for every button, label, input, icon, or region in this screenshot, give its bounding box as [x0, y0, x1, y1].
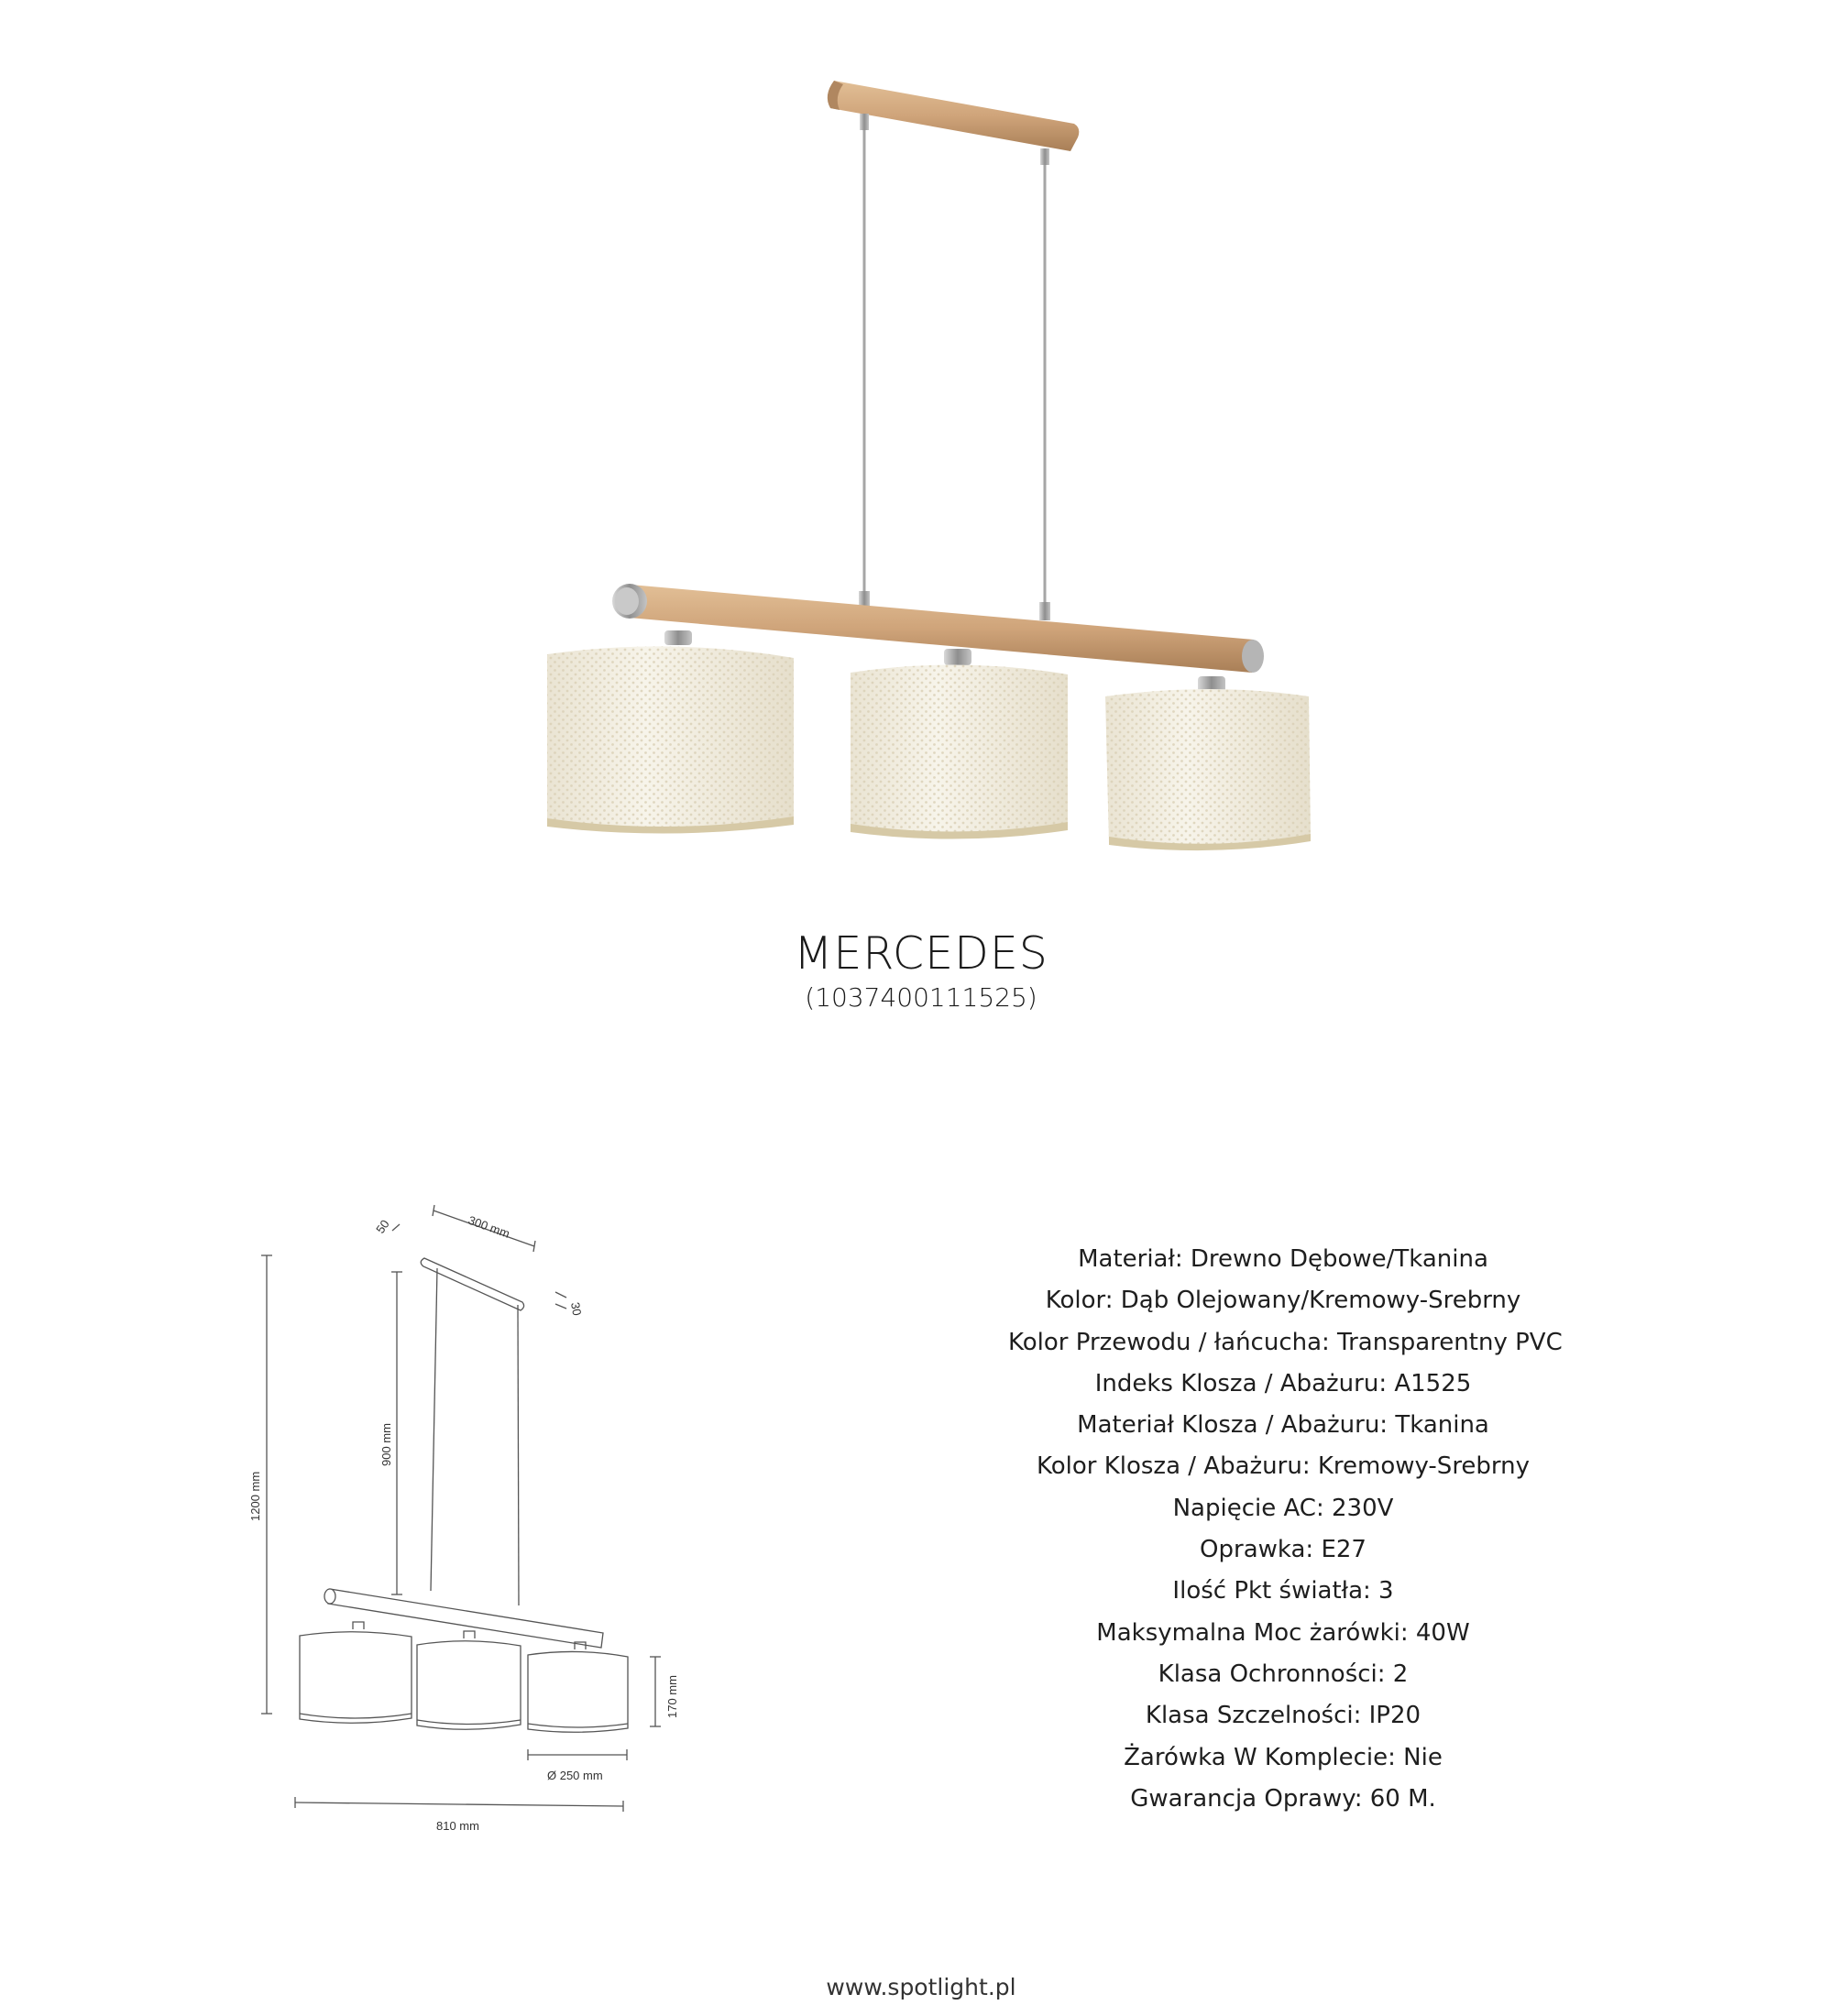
product-name: MERCEDES	[794, 927, 1048, 980]
dim-canopy-height: 30	[568, 1300, 585, 1317]
dim-total-width: 810 mm	[436, 1819, 479, 1833]
spec-item: Materiał Klosza / Abażuru: Tkanina	[1077, 1411, 1489, 1440]
spec-item: Ilość Pkt światła: 3	[1172, 1577, 1394, 1605]
drawing-shade-1	[300, 1632, 412, 1724]
dim-shade-height: 170 mm	[665, 1675, 679, 1718]
spec-item: Kolor: Dąb Olejowany/Kremowy-Srebrny	[1045, 1287, 1521, 1315]
spec-item: Oprawka: E27	[1200, 1536, 1367, 1564]
dim-canopy-depth: 50	[373, 1217, 392, 1236]
spec-item: Indeks Klosza / Abażuru: A1525	[1094, 1369, 1472, 1397]
dim-total-height: 1200 mm	[248, 1471, 262, 1521]
spec-item: Kolor Przewodu / łańcucha: Transparentny PVC	[1008, 1328, 1563, 1356]
spec-item: Klasa Szczelności: IP20	[1145, 1702, 1421, 1730]
spec-item: Napięcie AC: 230V	[1172, 1494, 1394, 1522]
product-code: (1037400111525)	[805, 982, 1037, 1013]
spec-item: Gwarancja Oprawy: 60 M.	[1130, 1784, 1436, 1813]
spec-item: Klasa Ochronności: 2	[1158, 1660, 1409, 1688]
spec-item: Materiał: Drewno Dębowe/Tkanina	[1078, 1245, 1488, 1273]
drawing-shade-2	[417, 1641, 521, 1730]
spec-list	[1008, 1239, 1563, 1820]
spec-item: Maksymalna Moc żarówki: 40W	[1096, 1618, 1470, 1647]
spec-item: Kolor Klosza / Abażuru: Kremowy-Srebrny	[1036, 1452, 1531, 1481]
website-link[interactable]: www.spotlight.pl	[826, 1974, 1016, 2000]
dim-cable-length: 900 mm	[379, 1423, 393, 1466]
drawing-shade-3	[528, 1651, 628, 1732]
spec-item: Żarówka W Komplecie: Nie	[1124, 1743, 1443, 1771]
dim-canopy-width: 300 mm	[466, 1212, 512, 1241]
dim-shade-diameter: Ø 250 mm	[547, 1769, 603, 1782]
